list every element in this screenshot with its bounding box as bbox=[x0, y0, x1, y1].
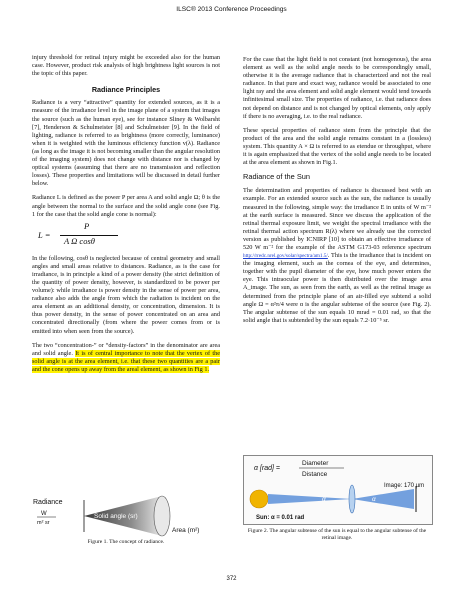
figure-1-caption: Figure 1. The concept of radiance. bbox=[87, 539, 165, 545]
sun-disc bbox=[250, 490, 268, 508]
figure-2-sun-subtense bbox=[243, 455, 433, 525]
label-unit-denominator: m² sr bbox=[37, 520, 50, 526]
label-distance: Distance bbox=[302, 471, 328, 478]
label-image-size: Image: 170 µm bbox=[384, 483, 425, 489]
label-alpha-rad: α [rad] = bbox=[254, 465, 280, 472]
figure-2-caption: Figure 2. The angular subtense of the sun is equal to the angular subtense of the retinal image. bbox=[247, 528, 427, 541]
paragraph-sun-example bbox=[243, 187, 431, 325]
label-unit-numerator: W bbox=[41, 511, 47, 517]
highlighted-text: It is of central importance to note that the vertex of the solid angle is at the area element, i.e. that these two quantities are a pair and the cone opens up away from the areal element, as shown in Fig 1. bbox=[32, 349, 220, 373]
paragraph-etendue: These special properties of radiance stem from the principle that the product of the area and the solid angle remains constant in a (lossless) system. This quantity A × Ω is referred to as etendue or throughput, where it is again emphasized that the vertex of the solid angle needs to be located at the area element as shown in Fig.1. bbox=[243, 126, 431, 167]
paragraph-intro: injury threshold for retinal injury might be exceeded also for the human case. However, product risk analysis of high brightness light sources is not the topic of this paper. bbox=[32, 54, 220, 78]
paragraph-radiance-definition: Radiance L is defined as the power P per area A and solid angle Ω; θ is the angle between the normal to the surface and the solid angle cone (see Fig. 1 for the case that the solid angle cone is normal): bbox=[32, 194, 220, 218]
paragraph-power-density: In the following, cosθ is neglected because of central geometry and small angles and small areas relative to distances. Radiance, as is the case for irradiance, is in principle a kind of a power density (the strict definition of the quantity of power density, however, is standardized to be power per volume): while irradiance is power density in the sense of power per area, radiance also adds the angle from which the radiation is incident on the area element as an additional density, or concentration, dimension. It is thus power density, in the sense of power concentrated on an area and concentrated directionally (from where the power comes from or is emitted into when seen from the source). bbox=[32, 254, 220, 335]
section-heading-radiance-principles: Radiance Principles bbox=[91, 85, 161, 95]
text-concentration: The two “concentration-” or “density-factors” in the denominator are area and solid angle. bbox=[32, 341, 220, 357]
page-number: 372 bbox=[226, 576, 237, 582]
paragraph-light-field: For the case that the light field is not constant (not homogenous), the area element as well as the solid angle needs to be correspondingly small, otherwise it is the average radiance that is characterized and not the real radiance. In that pure and exact way, radiance would be associated to one light ray and the area element and solid angle element would tend towards infinitesimal small size. The properties of radiance, i.e. that radiance does not depend on distance and is not changed by optical elements, only apply if there is no averaging, i.e. to the real radiance. bbox=[243, 56, 431, 120]
text-sun-example-cont: . This is the irradiance that is incident on the imaging element, such as the cornea of the eye, and determines, together with the pupil diameter of the eye, how much power enters the eye. This intraocular power is then distributed over the image area A_image. The sun, as seen from the earth, as well as the retinal image as determined from the principle plane of an air-filled eye subtend a solid angle Ω = α²π/4 were α is the angular subtense of the source (see Fig. 2). The angular subtense of the sun equals 10 mrad = 0.01 rad, so that the solid angle that is subtended by the sun equals 7.2·10⁻⁵ sr. bbox=[243, 252, 431, 324]
equation-numerator: P bbox=[84, 220, 90, 231]
label-diameter: Diameter bbox=[302, 460, 329, 467]
paragraph-concentration-factors bbox=[32, 342, 220, 374]
reference-spectrum-link[interactable]: http://rredc.nrel.gov/solar/spectra/am1.5/ bbox=[243, 253, 328, 260]
label-alpha-left: α bbox=[322, 496, 326, 503]
radiance-equation bbox=[38, 220, 220, 249]
label-radiance: Radiance bbox=[33, 499, 63, 506]
eye-lens bbox=[349, 485, 355, 513]
label-alpha-right: α bbox=[372, 496, 376, 503]
label-solid-angle: Solid angle (sr) bbox=[94, 513, 138, 520]
paragraph-radiance-attractive: Radiance is a very “attractive” quantity for extended sources, as it is a measure of the irradiance level in the image plane of a system that images the source (such as the human eye), see for instance Sliney & Wolbarsht [7], Henderson & Schulmeister [8] and Schulmeister [9]. In the field of lighting, radiance is referred to as brightness (more correctly, luminance) when it is weighted with the luminous efficiency function v(λ). Radiance (as long as the image it is not becoming smaller than the angular resolution of the imaging system) does not change with distance nor is changed by optical systems (assuming that there are no transmission and reflection losses). These properties and limitations will be discussed in detail further below. bbox=[32, 99, 220, 188]
left-column bbox=[32, 54, 220, 380]
label-area: Area (m²) bbox=[172, 527, 200, 534]
equation-denominator: A Ω cosθ bbox=[64, 235, 95, 246]
label-sun-alpha: Sun: α = 0.01 rad bbox=[256, 515, 305, 521]
equation-lhs: L = bbox=[38, 229, 51, 240]
section-heading-radiance-of-sun: Radiance of the Sun bbox=[243, 172, 310, 182]
figure-1-radiance-concept bbox=[32, 494, 220, 538]
running-header: ILSC® 2013 Conference Proceedings bbox=[176, 6, 287, 13]
area-ellipse bbox=[154, 496, 170, 536]
text-sun-example: The determination and properties of radiance is discussed best with an example. For an extended source such as the sun, the radiance is usually measured in the following, simple way: the irradiance E in units of W m⁻² at the earth surface is measured. Since we discuss the application of the retinal thermal exposure limit, we weight the spectral irradiance with the retinal thermal action spectrum R(λ) where we already use the corrected version as published by ICNIRP [10] to obtain an effective irradiance of 520 W m⁻² for the example of the ASTM G173-03 reference spectrum bbox=[243, 187, 431, 251]
right-column bbox=[243, 56, 431, 331]
